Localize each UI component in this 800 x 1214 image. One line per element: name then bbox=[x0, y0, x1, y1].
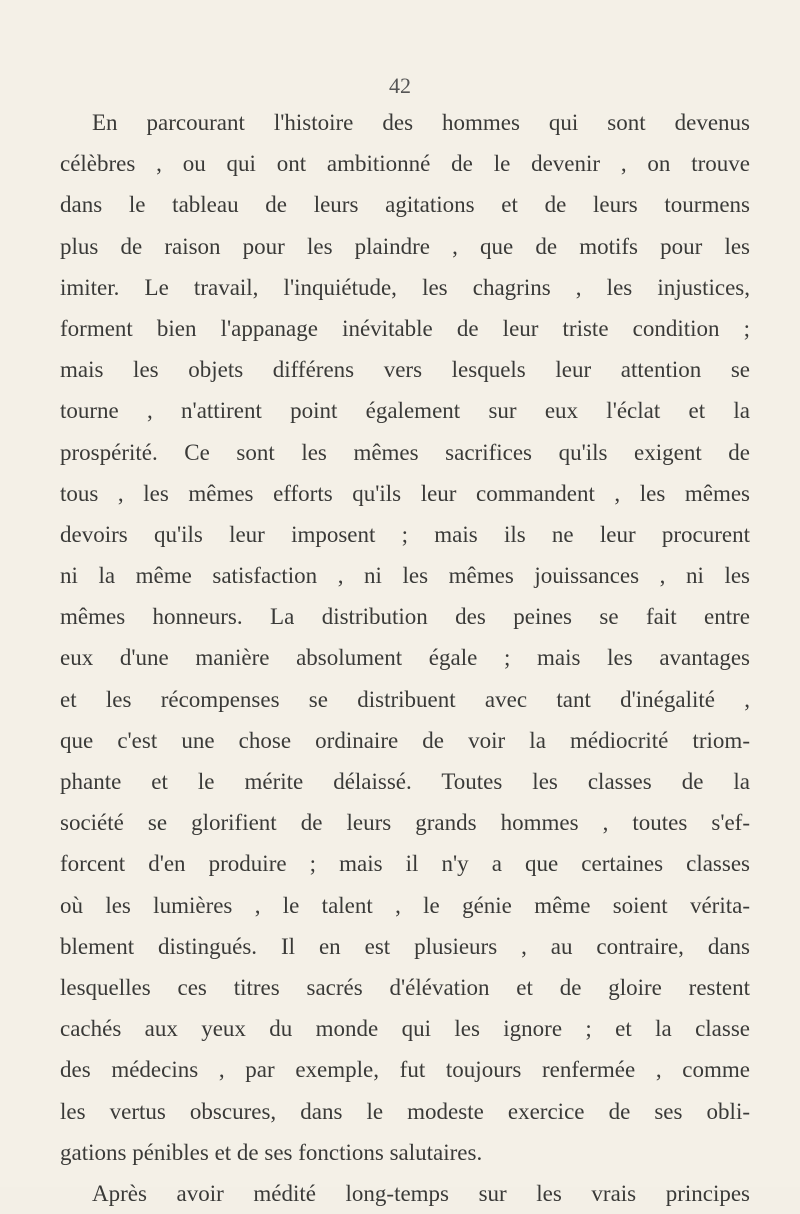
text-line: que c'est une chose ordinaire de voir la médiocrité triom- bbox=[60, 727, 750, 753]
text-line: plus de raison pour les plaindre , que de motifs pour les bbox=[60, 233, 750, 259]
text-line: devoirs qu'ils leur imposent ; mais ils ne leur procurent bbox=[60, 521, 750, 547]
body-text bbox=[60, 102, 750, 1214]
text-line: prospérité. Ce sont les mêmes sacrifices qu'ils exigent de bbox=[60, 439, 750, 465]
text-line: imiter. Le travail, l'inquiétude, les chagrins , les injustices, bbox=[60, 274, 750, 300]
text-line: dans le tableau de leurs agitations et de leurs tourmens bbox=[60, 192, 750, 218]
text-line: phante et le mérite délaissé. Toutes les classes de la bbox=[60, 769, 750, 794]
text-line: les vertus obscures, dans le modeste exercice de ses obli- bbox=[60, 1098, 750, 1124]
text-line: En parcourant l'histoire des hommes qui sont devenus bbox=[92, 110, 750, 135]
text-line: célèbres , ou qui ont ambitionné de le devenir , on trouve bbox=[60, 151, 750, 177]
text-line: gations pénibles et de ses fonctions salutaires. bbox=[60, 1139, 483, 1165]
text-line: Après avoir médité long-temps sur les vrais principes bbox=[92, 1180, 750, 1206]
page-number: 42 bbox=[389, 73, 411, 98]
text-line: mais les objets différens vers lesquels leur attention se bbox=[60, 357, 750, 383]
text-line: société se glorifient de leurs grands hommes , toutes s'ef- bbox=[60, 810, 750, 836]
text-line: mêmes honneurs. La distribution des peines se fait entre bbox=[60, 604, 750, 630]
text-line: et les récompenses se distribuent avec tant d'inégalité , bbox=[60, 686, 750, 712]
text-line: blement distingués. Il en est plusieurs , au contraire, dans bbox=[60, 933, 750, 959]
text-line: cachés aux yeux du monde qui les ignore ; et la classe bbox=[60, 1016, 750, 1042]
text-line: où les lumières , le talent , le génie même soient vérita- bbox=[60, 892, 750, 918]
text-line: lesquelles ces titres sacrés d'élévation et de gloire restent bbox=[60, 974, 750, 1000]
text-line: eux d'une manière absolument égale ; mais les avantages bbox=[60, 645, 750, 671]
text-line: des médecins , par exemple, fut toujours renfermée , comme bbox=[60, 1057, 750, 1083]
text-line: tourne , n'attirent point également sur eux l'éclat et la bbox=[60, 398, 750, 424]
text-line: ni la même satisfaction , ni les mêmes jouissances , ni les bbox=[60, 563, 750, 589]
text-line: forment bien l'appanage inévitable de leur triste condition ; bbox=[60, 315, 750, 341]
text-line: tous , les mêmes efforts qu'ils leur commandent , les mêmes bbox=[60, 480, 750, 506]
text-line: forcent d'en produire ; mais il n'y a que certaines classes bbox=[60, 851, 750, 877]
